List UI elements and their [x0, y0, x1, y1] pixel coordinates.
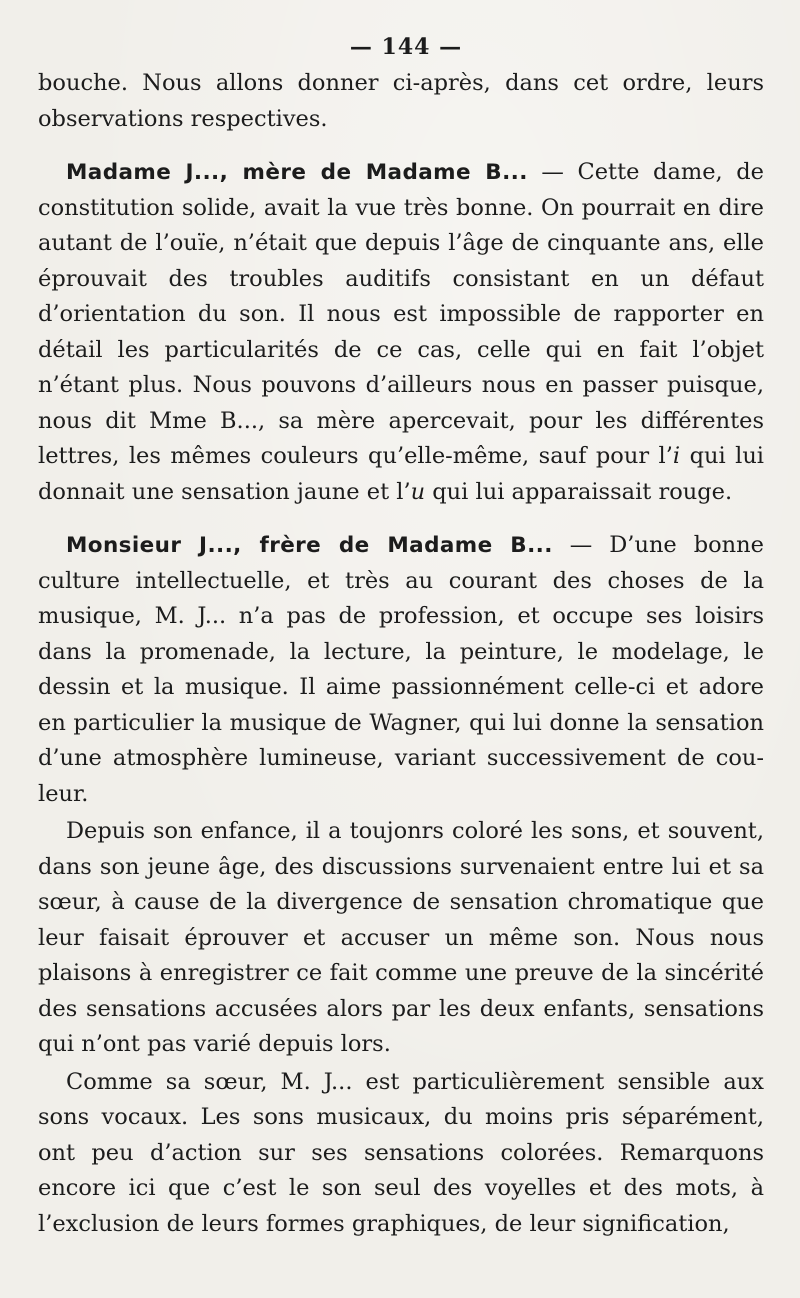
heading-madame-j: Madame J..., mère de Madame B... [66, 160, 528, 185]
paragraph-monsieur-j [38, 528, 764, 812]
page-number: — 144 — [349, 34, 463, 60]
paragraph-sons-vocaux: Comme sa sœur, M. J... est particulièrement sensible aux sons vocaux. Les sons musicaux, du moins pris séparément, ont peu d’action sur ses sensations colorées. Remarquons encore ici que c’est le son seul des voyelles et des mots, à l’exclusion de leurs formes graphiques, de leur signification, [38, 1068, 764, 1237]
letter-i: i [672, 443, 681, 469]
monsieur-j-text: — D’une bonne culture intellectuelle, et très au courant des choses de la musique, M. J... n’a pas de profession, et occupe ses loisirs dans la promenade, la lecture, la peinture, le modelage, le dessin et la musique. Il aime passionnément celle-ci et adore en particulier la musique de Wagner, qui lui donne la sensation d’une atmosphère lumineuse, variant successivement de couleur. [38, 532, 764, 807]
paragraph-enfance: Depuis son enfance, il a toujonrs coloré les sons, et souvent, dans son jeune âge, des discussions survenaient entre lui et sa sœur, à cause de la divergence de sensation chromatique que leur faisait éprouver et accuser un même son. Nous nous plaisons à enregistrer ce fait comme une preuve de la sincérité des sensations accusées alors par les deux enfants, sensations qui n’ont pas varié depuis lors. [38, 818, 764, 1057]
paragraph-madame-j [38, 155, 764, 510]
body-text [38, 66, 764, 1242]
heading-monsieur-j: Monsieur J..., frère de Madame B... [66, 533, 553, 558]
madame-j-text-2: qui lui donnait une sensation jaune et l’ [38, 443, 765, 505]
letter-u: u [410, 478, 426, 505]
madame-j-text-3: qui lui apparaissait rouge. [425, 478, 733, 505]
madame-j-text-1: — Cette dame, de constitution solide, avait la vue très bonne. On pourrait en dire autant de l’ouïe, n’était que depuis l’âge de cinquante ans, elle éprouvait des troubles auditifs consistant en un défaut d’orientation du son. Il nous est impossible de rapporter en détail les particularités de ce cas, celle qui en fait l’objet n’étant plus. Nous pouvons d’ailleurs nous en passer puisque, nous dit Mme B..., sa mère apercevait, pour les différentes lettres, les mêmes couleurs qu’elle-même, sauf pour l’ [38, 159, 765, 469]
paragraph-continuation: bouche. Nous allons donner ci-après, dans cet ordre, leurs observations respectives. [38, 70, 764, 132]
